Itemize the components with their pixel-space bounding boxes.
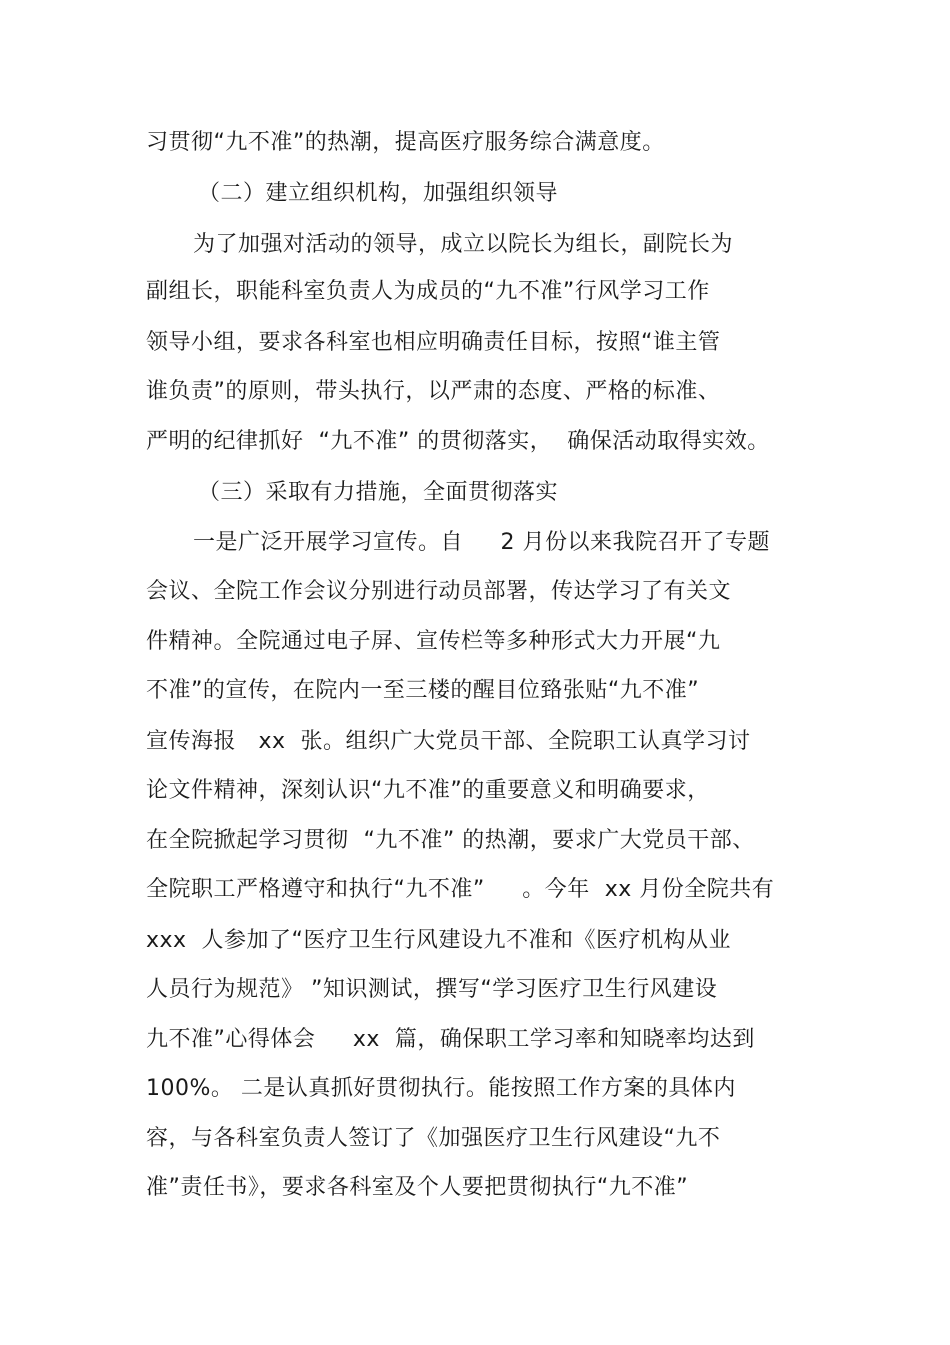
text-line: 人员行为规范》 ”知识测试，撰写“学习医疗卫生行风建设 bbox=[146, 977, 718, 1002]
text-line: 严明的纪律抓好 “九不准” 的贯彻落实， 确保活动取得实效。 bbox=[146, 429, 770, 454]
text-line: 一是广泛开展学习宣传。自 2 月份以来我院召开了专题 bbox=[193, 530, 770, 555]
text-line: 谁负责”的原则，带头执行，以严肃的态度、严格的标准、 bbox=[146, 379, 721, 404]
text-line: 宣传海报 xx 张。组织广大党员干部、全院职工认真学习讨 bbox=[146, 729, 751, 754]
text-line: 为了加强对活动的领导，成立以院长为组长，副院长为 bbox=[193, 232, 734, 257]
text-line: 不准”的宣传，在院内一至三楼的醒目位臵张贴“九不准” bbox=[146, 678, 700, 703]
section-heading: （二）建立组织机构，加强组织领导 bbox=[198, 181, 559, 206]
text-line: 副组长，职能科室负责人为成员的“九不准”行风学习工作 bbox=[146, 279, 710, 304]
section-heading: （三）采取有力措施，全面贯彻落实 bbox=[198, 480, 559, 505]
text-line: 九不准”心得体会 xx 篇，确保职工学习率和知晓率均达到 bbox=[146, 1027, 755, 1052]
text-line: 论文件精神，深刻认识“九不准”的重要意义和明确要求， bbox=[146, 778, 710, 803]
text-line: 100%。 二是认真抓好贯彻执行。能按照工作方案的具体内 bbox=[146, 1076, 736, 1101]
text-line: 在全院掀起学习贯彻 “九不准” 的热潮，要求广大党员干部、 bbox=[146, 828, 755, 853]
text-line: 会议、全院工作会议分别进行动员部署，传达学习了有关文 bbox=[146, 579, 732, 604]
text-line: xxx 人参加了“医疗卫生行风建设九不准和《医疗机构从业 bbox=[146, 928, 731, 953]
text-line: 准”责任书》，要求各科室及个人要把贯彻执行“九不准” bbox=[146, 1175, 689, 1200]
text-line: 习贯彻“九不准”的热潮，提高医疗服务综合满意度。 bbox=[146, 130, 665, 155]
text-line: 全院职工严格遵守和执行“九不准” 。今年 xx 月份全院共有 bbox=[146, 877, 775, 902]
text-line: 领导小组，要求各科室也相应明确责任目标，按照“谁主管 bbox=[146, 330, 721, 355]
text-line: 件精神。全院通过电子屏、宣传栏等多种形式大力开展“九 bbox=[146, 629, 721, 654]
text-line: 容，与各科室负责人签订了《加强医疗卫生行风建设“九不 bbox=[146, 1126, 721, 1151]
